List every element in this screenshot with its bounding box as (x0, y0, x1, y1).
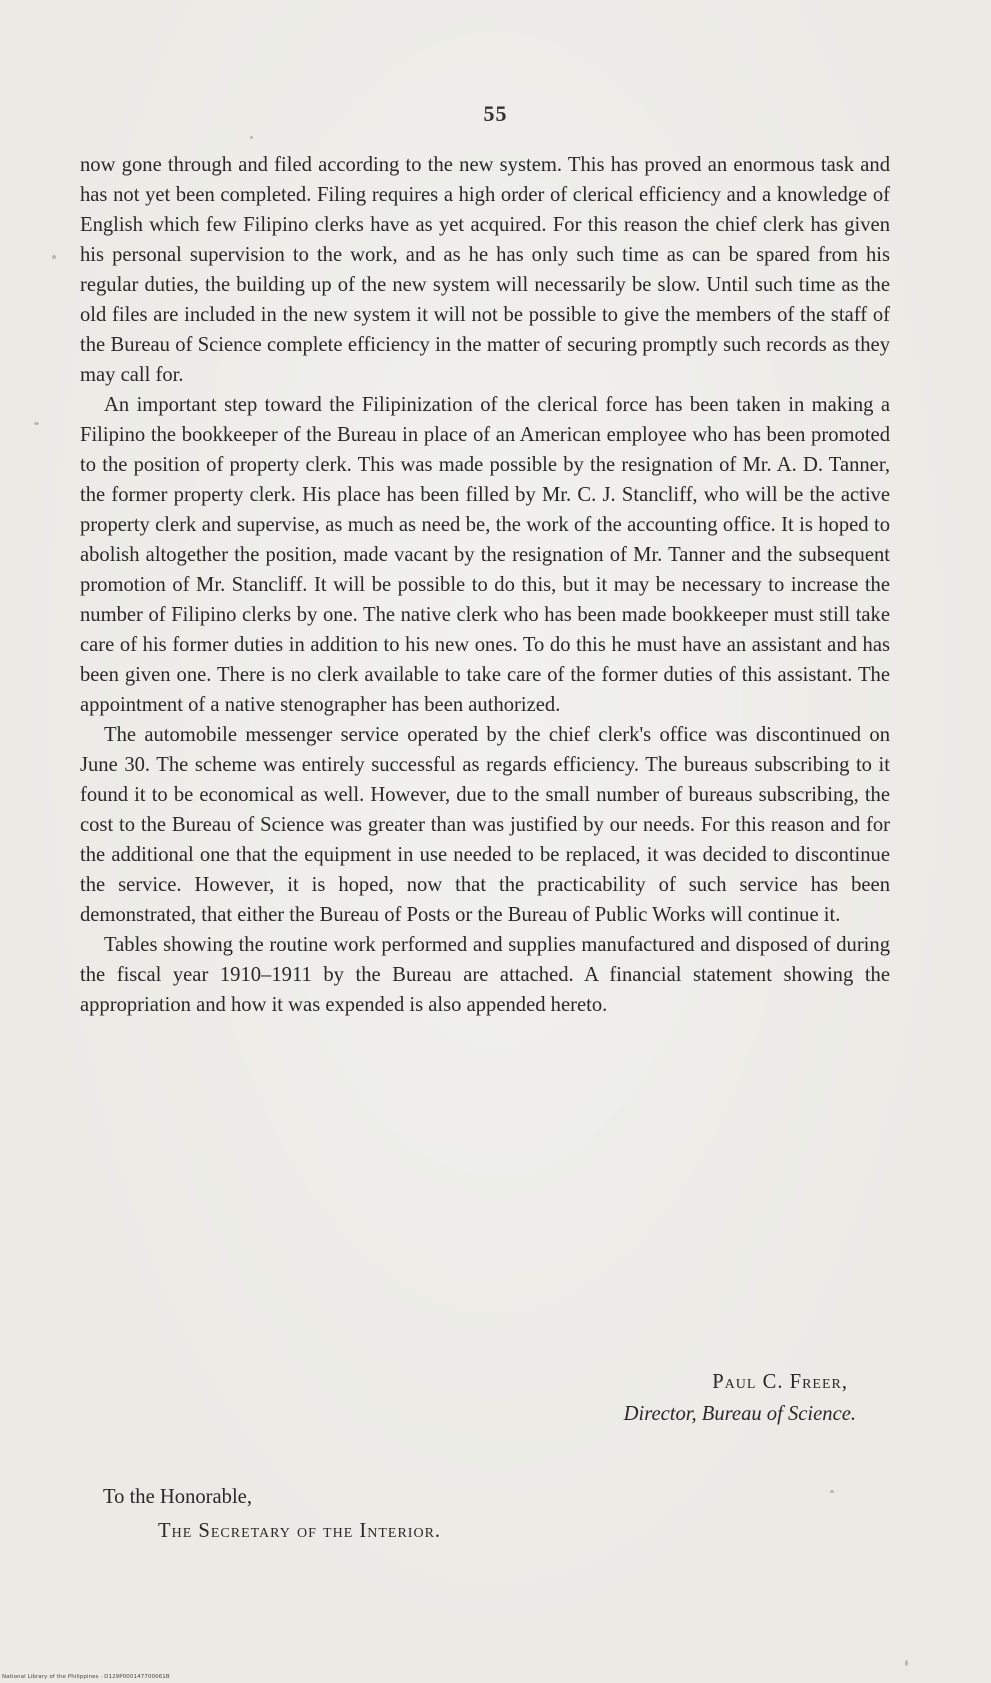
paper-speck (52, 255, 56, 259)
footer-credit: National Library of the Philippines · D129P000147700061B (2, 1674, 170, 1680)
page-number: 55 (483, 101, 508, 126)
paragraph-1: now gone through and filed according to the new system. This has proved an enormous task and has not yet been completed. Filing requires a high order of clerical efficiency and a knowledge of English which few Filipino clerks have as yet acquired. For this reason the chief clerk has given his personal supervision to the work, and as he has only such time as can be spared from his regular duties, the building up of the new system will necessarily be slow. Until such time as the old files are included in the new system it will not be possible to give the members of the staff of the Bureau of Science complete efficiency in the matter of securing promptly such records as they may call for. (80, 154, 890, 386)
addressee-line-1: To the Honorable, (103, 1486, 252, 1508)
paragraph-4: Tables showing the routine work performed and supplies manufactured and disposed of during the fiscal year 1910–1911 by the Bureau are attached. A financial statement showing the appropriation and how it was expended is also appended hereto. (80, 934, 890, 1016)
paper-speck (250, 136, 253, 139)
paper-speck (905, 1660, 908, 1666)
paper-speck (34, 422, 39, 425)
paper-speck (830, 1490, 834, 1493)
body-text (80, 150, 890, 1020)
signature-title: Director, Bureau of Science. (623, 1403, 856, 1425)
addressee-block (103, 1480, 441, 1548)
paragraph-3: The automobile messenger service operated by the chief clerk's office was discontinued on June 30. The scheme was entirely successful as regards efficiency. The bureaus subscribing to it found it to be economical as well. However, due to the small number of bureaus subscribing, the cost to the Bureau of Science was greater than was justified by our needs. For this reason and for the additional one that the equipment in use needed to be replaced, it was decided to discontinue the service. However, it is hoped, now that the practicability of such service has been demonstrated, that either the Bureau of Posts or the Bureau of Public Works will continue it. (80, 724, 890, 926)
signature-block (624, 1366, 856, 1430)
addressee-line-2: The Secretary of the Interior. (158, 1520, 442, 1542)
signature-name: Paul C. Freer, (712, 1371, 848, 1393)
paragraph-2: An important step toward the Filipinization of the clerical force has been taken in making a Filipino the bookkeeper of the Bureau in place of an American employee who has been promoted to the position of property clerk. This was made possible by the resignation of Mr. A. D. Tanner, the former property clerk. His place has been filled by Mr. C. J. Stancliff, who will be the active property clerk and supervise, as much as need be, the work of the accounting office. It is hoped to abolish altogether the position, made vacant by the resignation of Mr. Tanner and the subsequent promotion of Mr. Stancliff. It will be possible to do this, but it may be necessary to increase the number of Filipino clerks by one. The native clerk who has been made bookkeeper must still take care of his former duties in addition to his new ones. To do this he must have an assistant and has been given one. There is no clerk available to take care of the former duties of this assistant. The appointment of a native stenographer has been authorized. (80, 394, 890, 716)
